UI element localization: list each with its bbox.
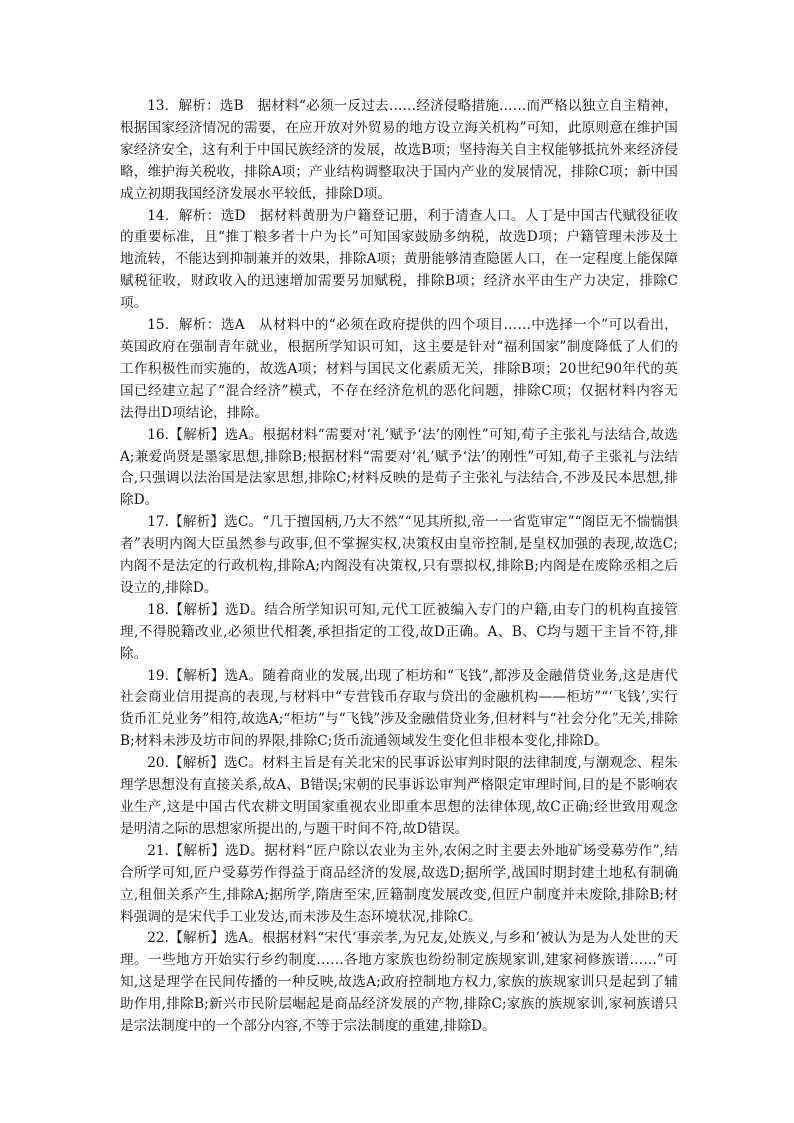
answer-explanations bbox=[120, 96, 678, 1038]
explanation-20: 20.【解析】选C。材料主旨是有关北宋的民事诉讼审判时限的法律制度,与潮观念、程朱理学思想没有直接关系,故A、B错误;宋朝的民事诉讼审判严格限定审理时间,目的是不影响农业生产,这是中国古代农耕文明国家重视农业即重本思想的法律体现,故C正确;经世致用观念是明清之际的思想家所提出的,与题干时间不符,故D错误。 bbox=[120, 755, 678, 837]
explanation-17: 17.【解析】选C。“几于擅国柄,乃大不然”“见其所拟,帝一一省览审定”“阁臣无不惴惴惧者”表明内阁大臣虽然参与政事,但不掌握实权,决策权由皇帝控制,是皇权加强的表现,故选C;内阁不是法定的行政机构,排除A;内阁没有决策权,只有票拟权,排除B;内阁是在废除丞相之后设立的,排除D。 bbox=[120, 514, 678, 596]
explanation-18: 18.【解析】选D。结合所学知识可知,元代工匠被编入专门的户籍,由专门的机构直接管理,不得脱籍改业,必须世代相袭,承担指定的工役,故D正确。A、B、C均与题干主旨不符,排除。 bbox=[120, 601, 678, 662]
explanation-14: 14．解析：选D 据材料黄册为户籍登记册，利于清查人口。人丁是中国古代赋役征收的重要标准，且“推丁粮多者十户为长”可知国家鼓励多纳税，故选D项；户籍管理未涉及土地流转，不能达到抑制兼并的效果，排除A项；黄册能够清查隐匿人口，在一定程度上能保障赋税征收，财政收入的迅速增加需要另加赋税，排除B项；经济水平由生产力决定，排除C项。 bbox=[120, 207, 678, 312]
explanation-19: 19.【解析】选A。随着商业的发展,出现了柜坊和“飞钱”,都涉及金融借贷业务,这是唐代社会商业信用提高的表现,与材料中“专营钱币存取与贷出的金融机构——柜坊”“‘飞钱’,实行货币汇兑业务”相符,故选A;“柜坊”与“飞钱”涉及金融借贷业务,但材料与“社会分化”无关,排除B;材料未涉及坊市间的界限,排除C;货币流通领域发生变化但非根本变化,排除D。 bbox=[120, 667, 678, 750]
explanation-16: 16.【解析】选A。根据材料“需要对‘礼’赋予‘法’的刚性”可知,荀子主张礼与法结合,故选A;兼爱尚贤是墨家思想,排除B;根据材料“需要对‘礼’赋予‘法’的刚性”可知,荀子主张礼与法结合,只强调以法治国是法家思想,排除C;材料反映的是荀子主张礼与法结合,不涉及民本思想,排除D。 bbox=[120, 426, 678, 509]
explanation-22: 22.【解析】选A。根据材料“宋代‘事亲孝,为兄友,处族义,与乡和’被认为是为人处世的天理。一些地方开始实行乡约制度……各地方家族也纷纷制定族规家训,建家祠修族谱……”可知,这是理学在民间传播的一种反映,故选A;政府控制地方权力,家族的族规家训只是起到了辅助作用,排除B;新兴市民阶层崛起是商品经济发展的产物,排除C;家族的族规家训,家祠族谱只是宗法制度中的一个部分内容,不等于宗法制度的重建,排除D。 bbox=[120, 930, 678, 1035]
explanation-21: 21.【解析】选D。据材料“匠户除以农业为主外,农闲之时主要去外地矿场受募劳作”,结合所学可知,匠户受募劳作得益于商品经济的发展,故选D;据所学,战国时期封建土地私有制确立,租佃关系产生,排除A;据所学,隋唐至宋,匠籍制度发展改变,但匠户制度并未废除,排除B;材料强调的是宋代手工业发达,而未涉及生态环境状况,排除C。 bbox=[120, 842, 678, 925]
explanation-13: 13．解析：选B 据材料“必须一反过去……经济侵略措施……而严格以独立自主精神，根据国家经济情况的需要，在应开放对外贸易的地方设立海关机构”可知，此原则意在维护国家经济安全，这有利于中国民族经济的发展，故选B项；坚持海关自主权能够抵抗外来经济侵略，维护海关税收，排除A项；产业结构调整取决于国内产业的发展情况，排除C项；新中国成立初期我国经济发展水平较低，排除D项。 bbox=[120, 98, 678, 202]
explanation-15: 15．解析：选A 从材料中的“必须在政府提供的四个项目……中选择一个”可以看出，英国政府在强制青年就业，根据所学知识可知，这主要是针对“福利国家”制度降低了人们的工作积极性而实施的，故选A项；材料与国民文化素质无关，排除B项；20世纪90年代的英国已经建立起了“混合经济”模式，不存在经济危机的恶化问题，排除C项；仅据材料内容无法得出D项结论，排除。 bbox=[120, 317, 678, 421]
